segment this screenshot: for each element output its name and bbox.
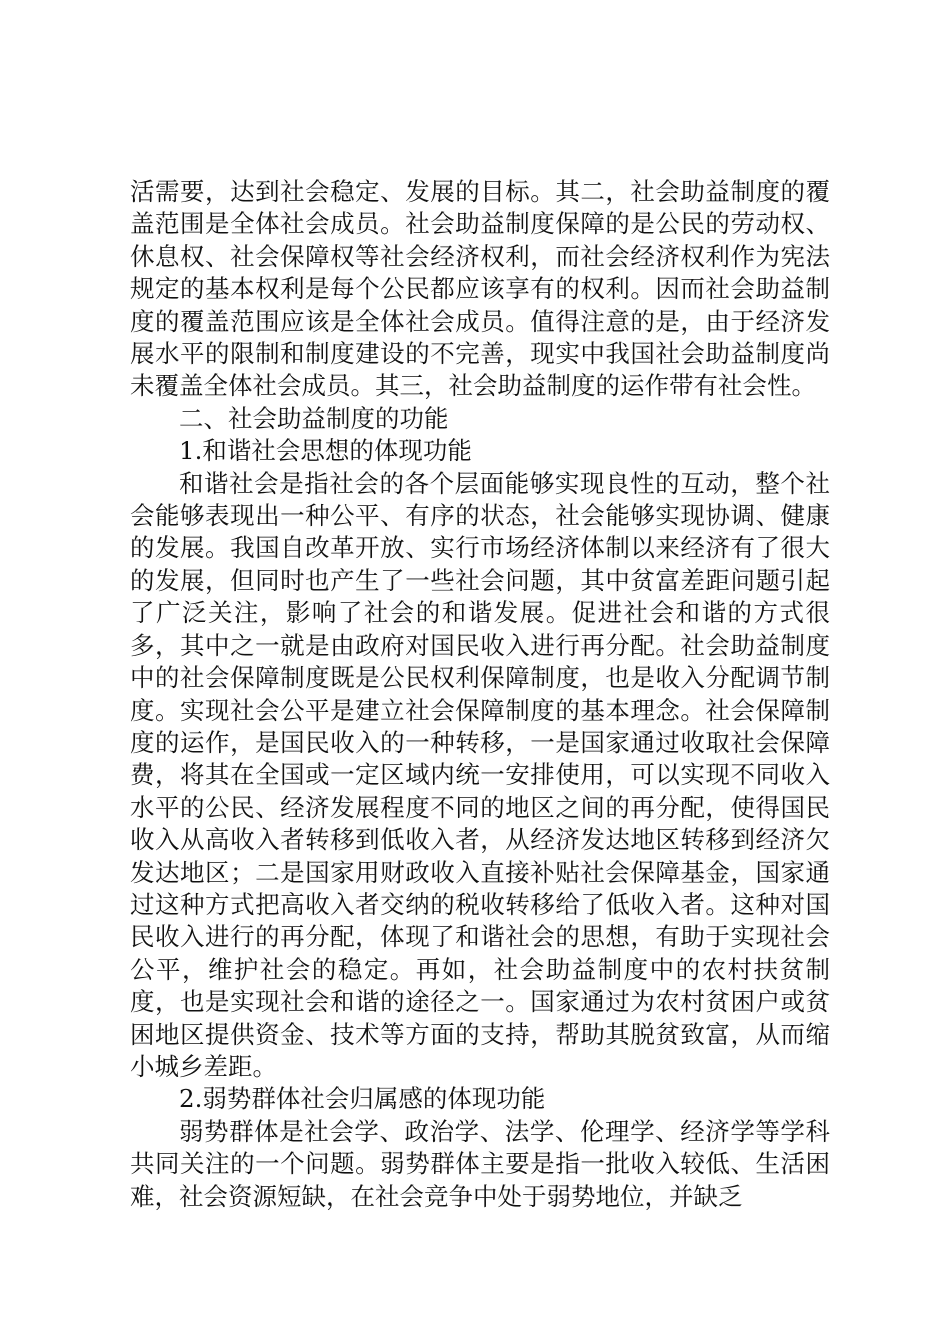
subsection-heading-2: 2.弱势群体社会归属感的体现功能: [179, 1084, 546, 1114]
section-heading: 二、社会助益制度的功能: [179, 403, 449, 433]
paragraph-continuation: 活需要，达到社会稳定、发展的目标。其二，社会助益制度的覆盖范围是全体社会成员。社会助益制度保障的是公民的劳动权、休息权、社会保障权等社会经济权利，而社会经济权利作为宪法规定的基本权利是每个公民都应该享有的权利。因而社会助益制度的覆盖范围应该是全体社会成员。值得注意的是，由于经济发展水平的限制和制度建设的不完善，现实中我国社会助益制度尚未覆盖全体社会成员。其三，社会助益制度的运作带有社会性。: [130, 177, 830, 401]
document-page: [130, 176, 830, 1213]
paragraph-vulnerable-groups: 弱势群体是社会学、政治学、法学、伦理学、经济学等学科共同关注的一个问题。弱势群体主要是指一批收入较低、生活困难，社会资源短缺，在社会竞争中处于弱势地位，并缺乏: [130, 1116, 830, 1211]
paragraph-harmonious-society: 和谐社会是指社会的各个层面能够实现良性的互动，整个社会能够表现出一种公平、有序的状态，社会能够实现协调、健康的发展。我国自改革开放、实行市场经济体制以来经济有了很大的发展，但同时也产生了一些社会问题，其中贫富差距问题引起了广泛关注，影响了社会的和谐发展。促进社会和谐的方式很多，其中之一就是由政府对国民收入进行再分配。社会助益制度中的社会保障制度既是公民权利保障制度，也是收入分配调节制度。实现社会公平是建立社会保障制度的基本理念。社会保障制度的运作，是国民收入的一种转移，一是国家通过收取社会保障费，将其在全国或一定区域内统一安排使用，可以实现不同收入水平的公民、经济发展程度不同的地区之间的再分配，使得国民收入从高收入者转移到低收入者，从经济发达地区转移到经济欠发达地区；二是国家用财政收入直接补贴社会保障基金，国家通过这种方式把高收入者交纳的税收转移给了低收入者。这种对国民收入进行的再分配，体现了和谐社会的思想，有助于实现社会公平，维护社会的稳定。再如，社会助益制度中的农村扶贫制度，也是实现社会和谐的途径之一。国家通过为农村贫困户或贫困地区提供资金、技术等方面的支持，帮助其脱贫致富，从而缩小城乡差距。: [130, 468, 830, 1081]
subsection-heading-1: 1.和谐社会思想的体现功能: [179, 436, 472, 466]
